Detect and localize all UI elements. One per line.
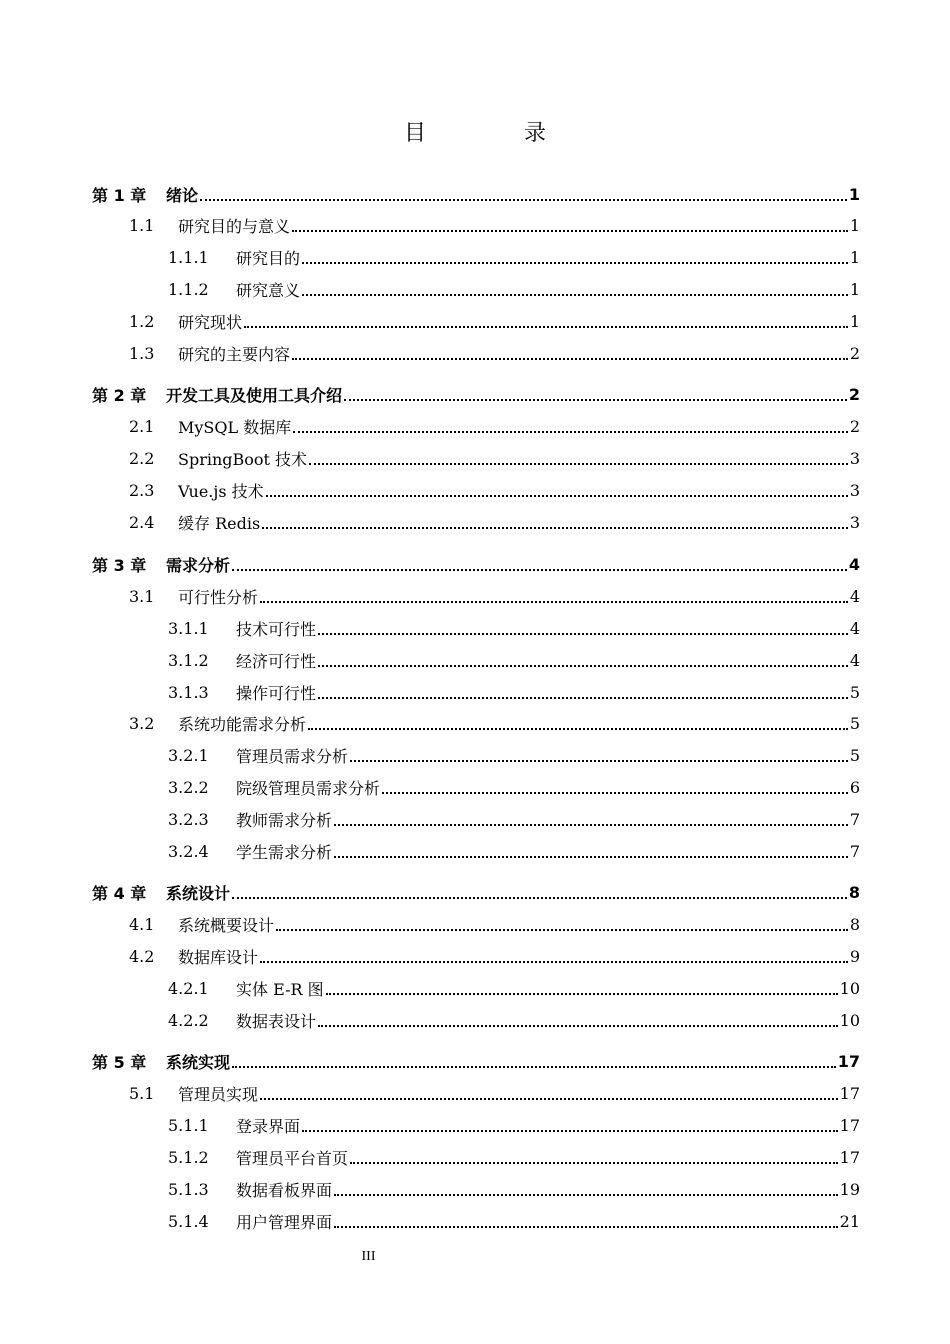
dot-leader: [260, 961, 848, 963]
toc-entry-number: 5.1.2: [168, 1147, 209, 1167]
toc-entry[interactable]: [0, 1005, 950, 1035]
dot-leader: [344, 399, 847, 401]
toc-entry-page: 7: [849, 809, 860, 829]
toc-entry-title: 缓存 Redis: [178, 513, 261, 533]
toc-entry-page: 4: [849, 618, 860, 638]
dot-leader: [350, 760, 848, 762]
toc-entry-page: 3: [849, 512, 860, 532]
dot-leader: [318, 633, 848, 635]
dot-leader: [260, 1098, 838, 1100]
toc-entry-title: 教师需求分析: [236, 810, 333, 830]
toc-entry-page: 5: [849, 713, 860, 733]
toc-entry-title: SpringBoot 技术: [178, 449, 308, 469]
dot-leader: [266, 495, 848, 497]
toc-entry-title: 数据看板界面: [236, 1180, 333, 1200]
toc-entry-number: 4.2.1: [168, 978, 209, 998]
toc-entry[interactable]: [0, 1142, 950, 1172]
dot-leader: [262, 527, 848, 529]
toc-entry-title: 开发工具及使用工具介绍: [166, 385, 343, 405]
toc-entry-page: 17: [837, 1051, 860, 1071]
toc-entry-title: Vue.js 技术: [178, 481, 264, 501]
toc-entry-title: 可行性分析: [178, 587, 259, 607]
toc-entry-title: 研究的主要内容: [178, 344, 291, 364]
toc-entry-title: 系统实现: [166, 1052, 231, 1072]
toc-entry-number: 2.3: [129, 480, 155, 500]
toc-entry-title: 技术可行性: [236, 619, 317, 639]
dot-leader: [326, 993, 838, 995]
toc-entry[interactable]: [0, 645, 950, 675]
toc-entry[interactable]: [0, 507, 950, 537]
dot-leader: [309, 463, 848, 465]
toc-entry-number: 3.1.2: [168, 650, 209, 670]
toc-entry[interactable]: [0, 1206, 950, 1236]
toc-entry[interactable]: [0, 772, 950, 802]
toc-entry-page: 7: [849, 841, 860, 861]
dot-leader: [318, 1025, 838, 1027]
toc-entry-page: 8: [848, 882, 860, 902]
toc-entry-title: 管理员需求分析: [236, 746, 349, 766]
toc-entry-page: 5: [849, 745, 860, 765]
toc-entry-title: 研究现状: [178, 312, 243, 332]
dot-leader: [302, 294, 848, 296]
toc-entry-title: 用户管理界面: [236, 1212, 333, 1232]
toc-entry-title: 研究意义: [236, 280, 301, 300]
toc-entry-page: 1: [849, 247, 860, 267]
toc-entry-number: 第 5 章: [92, 1052, 147, 1072]
dot-leader: [260, 601, 848, 603]
dot-leader: [232, 569, 847, 571]
toc-entry-title: 系统概要设计: [178, 915, 275, 935]
toc-entry-number: 4.1: [129, 914, 155, 934]
toc-entry-number: 4.2: [129, 946, 155, 966]
toc-entry[interactable]: [0, 210, 950, 240]
toc-entry[interactable]: [0, 379, 950, 409]
toc-entry-page: 8: [849, 914, 860, 934]
toc-entry-page: 2: [849, 343, 860, 363]
toc-entry-number: 2.1: [129, 416, 155, 436]
toc-entry[interactable]: [0, 1174, 950, 1204]
toc-entry-title: 学生需求分析: [236, 842, 333, 862]
toc-entry-page: 3: [849, 480, 860, 500]
toc-entry-title: 研究目的: [236, 248, 301, 268]
toc-entry[interactable]: [0, 1078, 950, 1108]
toc-entry-number: 第 1 章: [92, 185, 147, 205]
toc-entry-number: 3.2.2: [168, 777, 209, 797]
toc-entry[interactable]: [0, 338, 950, 368]
toc-entry-page: 4: [848, 554, 860, 574]
toc-entry-number: 3.2: [129, 713, 155, 733]
toc-entry-title: 登录界面: [236, 1116, 301, 1136]
toc-entry-title: 需求分析: [166, 555, 231, 575]
toc-entry-number: 第 2 章: [92, 385, 147, 405]
toc-entry-number: 5.1.1: [168, 1115, 209, 1135]
toc-entry-page: 19: [839, 1179, 860, 1199]
toc-entry[interactable]: [0, 1110, 950, 1140]
toc-entry-page: 1: [848, 184, 860, 204]
dot-leader: [232, 897, 847, 899]
toc-entry-page: 2: [848, 384, 860, 404]
toc-entry-number: 4.2.2: [168, 1010, 209, 1030]
toc-entry-page: 10: [839, 978, 860, 998]
toc-entry-page: 4: [849, 586, 860, 606]
toc-entry-page: 21: [839, 1211, 860, 1231]
page-number: III: [361, 1249, 376, 1264]
toc-entry[interactable]: [0, 836, 950, 866]
dot-leader: [308, 728, 848, 730]
toc-entry-title: 院级管理员需求分析: [236, 778, 381, 798]
toc-entry-page: 10: [839, 1010, 860, 1030]
dot-leader: [293, 431, 848, 433]
toc-entry-number: 第 3 章: [92, 555, 147, 575]
toc-entry[interactable]: [0, 306, 950, 336]
toc-entry[interactable]: [0, 708, 950, 738]
toc-entry-page: 6: [849, 777, 860, 797]
dot-leader: [350, 1162, 838, 1164]
toc-entry-page: 1: [849, 215, 860, 235]
toc-entry-title: 研究目的与意义: [178, 216, 291, 236]
dot-leader: [292, 358, 848, 360]
dot-leader: [334, 856, 848, 858]
toc-entry[interactable]: [0, 411, 950, 441]
toc-entry-number: 1.2: [129, 311, 155, 331]
toc-entry[interactable]: [0, 581, 950, 611]
toc-entry[interactable]: [0, 877, 950, 907]
toc-entry-number: 第 4 章: [92, 883, 147, 903]
toc-entry-page: 5: [849, 682, 860, 702]
dot-leader: [200, 199, 847, 201]
dot-leader: [292, 230, 848, 232]
toc-entry-title: 经济可行性: [236, 651, 317, 671]
toc-entry-title: 绪论: [166, 185, 199, 205]
toc-entry-number: 3.1.1: [168, 618, 209, 638]
toc-entry[interactable]: [0, 677, 950, 707]
toc-entry-number: 3.2.3: [168, 809, 209, 829]
toc-entry-number: 1.3: [129, 343, 155, 363]
toc-entry-number: 5.1: [129, 1083, 155, 1103]
toc-entry-page: 17: [839, 1115, 860, 1135]
dot-leader: [302, 262, 848, 264]
toc-title: 目 录: [403, 121, 584, 146]
dot-leader: [276, 929, 848, 931]
dot-leader: [318, 697, 848, 699]
toc-entry-title: 管理员实现: [178, 1084, 259, 1104]
toc-entry-page: 4: [849, 650, 860, 670]
toc-entry-title: 管理员平台首页: [236, 1148, 349, 1168]
toc-entry[interactable]: [0, 475, 950, 505]
dot-leader: [302, 1130, 838, 1132]
toc-entry-title: 操作可行性: [236, 683, 317, 703]
toc-entry-number: 1.1: [129, 215, 155, 235]
toc-entry[interactable]: [0, 1046, 950, 1076]
toc-entry-page: 17: [839, 1147, 860, 1167]
dot-leader: [382, 792, 848, 794]
toc-entry-page: 2: [849, 416, 860, 436]
dot-leader: [232, 1066, 836, 1068]
toc-entry-title: 数据表设计: [236, 1011, 317, 1031]
dot-leader: [244, 326, 848, 328]
toc-entry[interactable]: [0, 613, 950, 643]
toc-entry-page: 9: [849, 946, 860, 966]
toc-entry-number: 1.1.1: [168, 247, 209, 267]
toc-entry[interactable]: [0, 909, 950, 939]
toc-entry-number: 3.1.3: [168, 682, 209, 702]
toc-entry[interactable]: [0, 804, 950, 834]
dot-leader: [318, 665, 848, 667]
toc-entry[interactable]: [0, 242, 950, 272]
toc-entry[interactable]: [0, 443, 950, 473]
toc-entry-number: 5.1.4: [168, 1211, 209, 1231]
toc-entry-title: 系统功能需求分析: [178, 714, 307, 734]
dot-leader: [334, 1194, 838, 1196]
toc-entry-title: 系统设计: [166, 883, 231, 903]
toc-entry[interactable]: [0, 941, 950, 971]
toc-entry-title: 数据库设计: [178, 947, 259, 967]
toc-entry[interactable]: [0, 179, 950, 209]
toc-entry[interactable]: [0, 973, 950, 1003]
toc-entry[interactable]: [0, 740, 950, 770]
toc-entry-page: 1: [849, 311, 860, 331]
toc-entry-page: 17: [839, 1083, 860, 1103]
toc-entry-number: 3.2.4: [168, 841, 209, 861]
toc-entry-number: 2.4: [129, 512, 155, 532]
toc-entry-title: 实体 E-R 图: [236, 979, 324, 999]
toc-entry-number: 3.1: [129, 586, 155, 606]
toc-entry-page: 3: [849, 448, 860, 468]
toc-entry[interactable]: [0, 549, 950, 579]
toc-entry-title: MySQL 数据库: [178, 417, 292, 437]
toc-entry[interactable]: [0, 274, 950, 304]
dot-leader: [334, 1226, 838, 1228]
dot-leader: [334, 824, 848, 826]
toc-entry-number: 3.2.1: [168, 745, 209, 765]
toc-entry-page: 1: [849, 279, 860, 299]
toc-entry-number: 5.1.3: [168, 1179, 209, 1199]
toc-entry-number: 1.1.2: [168, 279, 209, 299]
toc-entry-number: 2.2: [129, 448, 155, 468]
